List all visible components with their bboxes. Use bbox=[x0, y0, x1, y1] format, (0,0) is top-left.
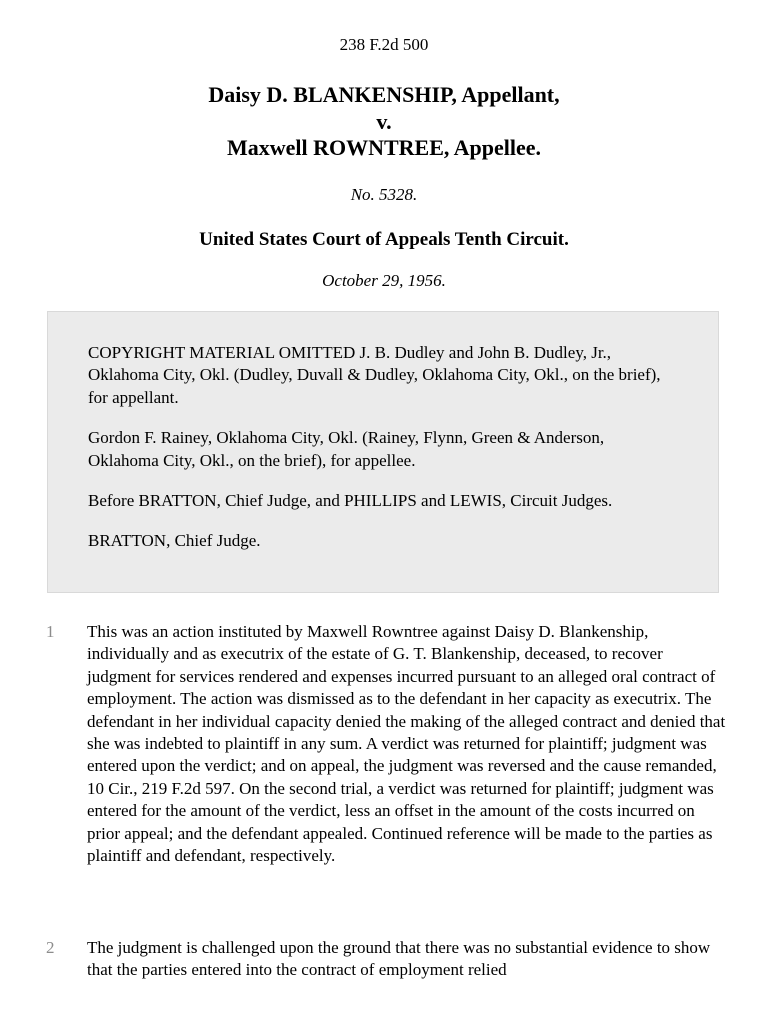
case-caption bbox=[0, 82, 768, 162]
appellee-name: Maxwell ROWNTREE, Appellee. bbox=[226, 135, 542, 160]
versus-label: v. bbox=[376, 108, 392, 134]
docket-number: No. 5328. bbox=[350, 185, 418, 204]
paragraph-text: The judgment is challenged upon the ground that there was no substantial evidence to show that the parties entered into the contract of employment relied bbox=[87, 938, 711, 980]
paragraph-text: This was an action instituted by Maxwell Rowntree against Daisy D. Blankenship, individually and as executrix of the estate of G. T. Blankenship, deceased, to recover judgment for services rendered and expenses incurred pursuant to an alleged oral contract of employment. The action was dismissed as to the defendant in her capacity as executrix. The defendant in her individual capacity denied the making of the alleged contract and denied that she was indebted to plaintiff in any sum. A verdict was returned for plaintiff; judgment was entered upon the verdict; and on appeal, the judgment was reversed and the cause remanded, 10 Cir., 219 F.2d 597. On the second trial, a verdict was returned for plaintiff; judgment was entered for the amount of the verdict, less an offset in the amount of the costs incurred on prior appeal; and the defendant appealed. Continued reference will be made to the parties as plaintiff and defendant, respectively. bbox=[87, 622, 726, 866]
paragraph-number: 1 bbox=[46, 622, 55, 641]
decision-date: October 29, 1956. bbox=[322, 271, 446, 290]
headnote-box bbox=[47, 311, 719, 593]
appellee-counsel: Gordon F. Rainey, Oklahoma City, Okl. (Rainey, Flynn, Green & Anderson, Oklahoma City, Okl., on the brief), for appellee. bbox=[88, 428, 605, 470]
opinion-author: BRATTON, Chief Judge. bbox=[88, 531, 261, 551]
bench-panel: Before BRATTON, Chief Judge, and PHILLIPS and LEWIS, Circuit Judges. bbox=[88, 491, 613, 511]
appellant-name: Daisy D. BLANKENSHIP, Appellant, bbox=[208, 82, 560, 107]
paragraph-number: 2 bbox=[46, 938, 55, 957]
appellant-counsel: COPYRIGHT MATERIAL OMITTED J. B. Dudley and John B. Dudley, Jr., Oklahoma City, Okl. (Dudley, Duvall & Dudley, Oklahoma City, Okl., on the brief), for appellant. bbox=[88, 343, 661, 407]
case-citation: 238 F.2d 500 bbox=[339, 35, 429, 54]
court-name: United States Court of Appeals Tenth Circuit. bbox=[199, 229, 569, 250]
